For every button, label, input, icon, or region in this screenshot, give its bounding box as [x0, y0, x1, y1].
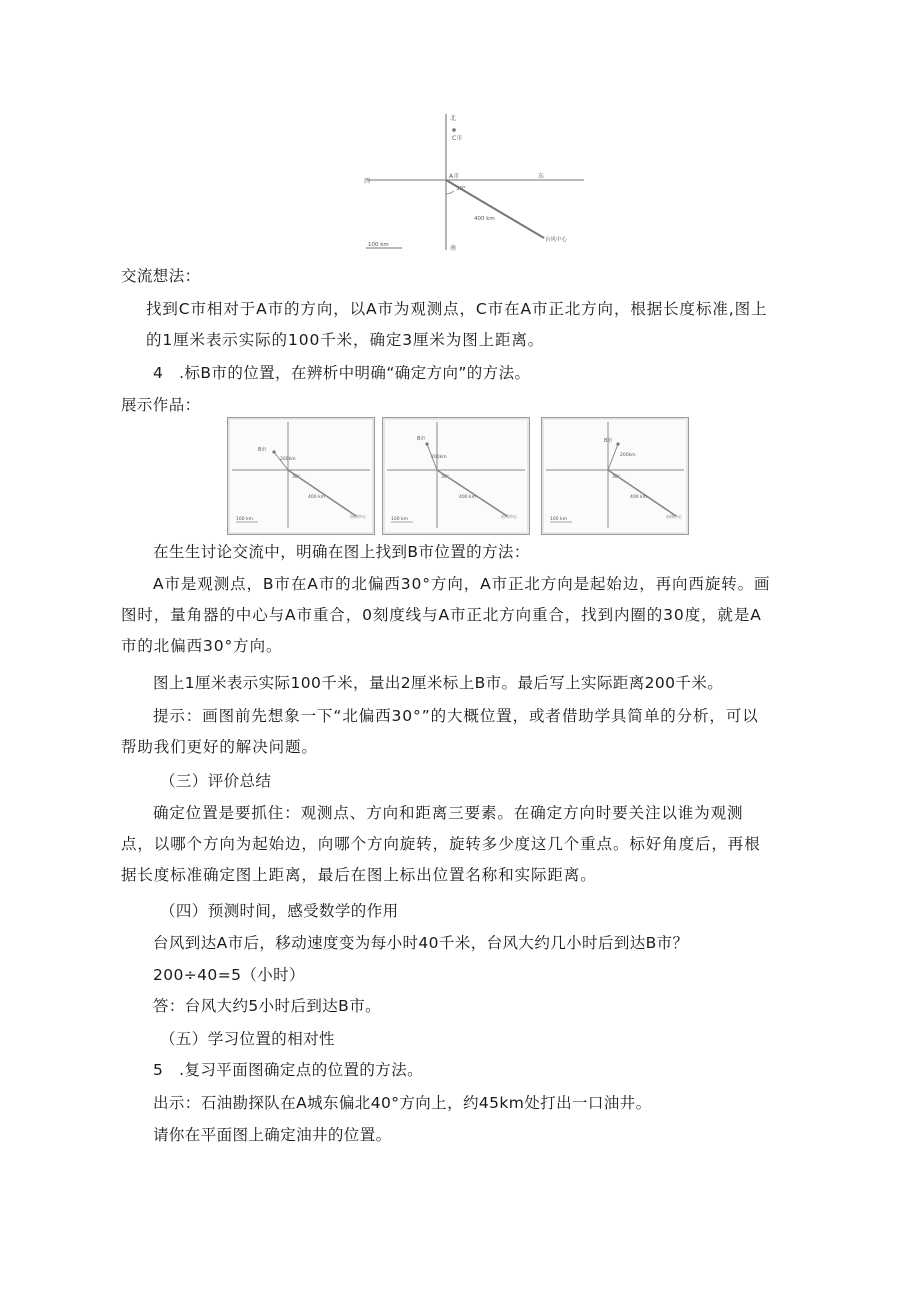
b-distance-label: 200km — [431, 455, 447, 460]
typhoon-label: 台风中心 — [350, 514, 366, 519]
typhoon-label: 台风中心 — [545, 237, 568, 243]
paragraph: A市是观测点，B市在A市的北偏西30°方向，A市正北方向是起始边，再向西旋转。画图时，量角器的中心与A市重合，0刻度线与A市正北方向重合，找到内圈的30度，就是A市的北偏西30°方向。 — [121, 575, 771, 655]
student-work-diagram — [542, 418, 688, 534]
paragraph: 台风到达A市后，移动速度变为每小时40千米，台风大约几小时后到达B市？ — [153, 934, 689, 952]
b-city-label: B市 — [417, 436, 426, 442]
b-distance-label: 200km — [280, 457, 296, 462]
student-work-diagram — [383, 418, 529, 534]
section-heading: （五）学习位置的相对性 — [160, 1030, 335, 1048]
south-label: 南 — [450, 245, 457, 252]
b-distance-label: 200km — [620, 453, 636, 458]
paragraph: 图上1厘米表示实际100千米，量出2厘米标上B市。最后写上实际距离200千米。 — [153, 674, 724, 692]
student-work-figure — [227, 417, 375, 535]
paragraph: 确定位置是要抓住：观测点、方向和距离三要素。在确定方向时要关注以谁为观测点，以哪个方向为起始边，向哪个方向旋转，旋转多少度这几个重点。标好角度后，再根据长度标准确定图上距离，最后在图上标出位置名称和实际距离。 — [121, 804, 761, 884]
section-heading: （四）预测时间，感受数学的作用 — [160, 902, 399, 920]
angle-label: 30° — [612, 475, 620, 480]
paragraph: 200÷40=5（小时） — [153, 966, 305, 984]
east-label: 东 — [538, 173, 545, 180]
a-city-label: A市 — [449, 173, 460, 180]
direction-diagram — [362, 110, 594, 258]
typhoon-label: 台风中心 — [501, 514, 517, 519]
scale-label: 100 km — [368, 242, 389, 248]
scale-label: 100 km — [391, 517, 409, 522]
angle-label: 30° — [441, 475, 449, 480]
distance-label: 400 km — [308, 495, 326, 500]
north-label: 北 — [450, 115, 457, 122]
c-city-point — [452, 128, 456, 132]
scale-label: 100 km — [236, 517, 254, 522]
paragraph: 在生生讨论交流中，明确在图上找到B市位置的方法： — [153, 543, 530, 561]
paragraph: 展示作品： — [121, 396, 201, 414]
distance-label: 400 km — [474, 216, 495, 222]
distance-label: 400 km — [630, 495, 648, 500]
paragraph: 5 .复习平面图确定点的位置的方法。 — [153, 1061, 423, 1079]
student-work-diagram — [228, 418, 374, 534]
paragraph: 答：台风大约5小时后到达B市。 — [153, 997, 381, 1015]
angle-arc — [446, 191, 454, 194]
paragraph: 出示：石油勘探队在A城东偏北40°方向上，约45km处打出一口油井。 — [153, 1094, 652, 1112]
paragraph: 请你在平面图上确定油井的位置。 — [153, 1126, 392, 1144]
b-city-label: B市 — [604, 438, 613, 444]
direction-diagram-figure — [362, 110, 594, 258]
paragraph: 找到C市相对于A市的方向，以A市为观测点，C市在A市正北方向，根据长度标准,图上的1厘米表示实际的100千米，确定3厘米为图上距离。 — [146, 300, 768, 349]
angle-label: 30° — [292, 475, 300, 480]
angle-label: 30° — [456, 186, 466, 192]
distance-label: 400 km — [459, 495, 477, 500]
paragraph: 提示：画图前先想象一下“北偏西30°”的大概位置，或者借助学具简单的分析，可以帮助我们更好的解决问题。 — [121, 707, 759, 756]
typhoon-label: 台风中心 — [666, 514, 682, 519]
b-city-label: B市 — [258, 447, 267, 453]
scale-label: 100 km — [550, 517, 568, 522]
student-work-figure — [382, 417, 530, 535]
section-heading: （三）评价总结 — [160, 772, 272, 790]
c-city-label: C市 — [452, 135, 463, 142]
student-work-figure — [541, 417, 689, 535]
paragraph: 交流想法： — [121, 267, 201, 285]
west-label: 西 — [364, 178, 371, 185]
paragraph: 4 .标B市的位置，在辨析中明确“确定方向”的方法。 — [153, 364, 531, 382]
